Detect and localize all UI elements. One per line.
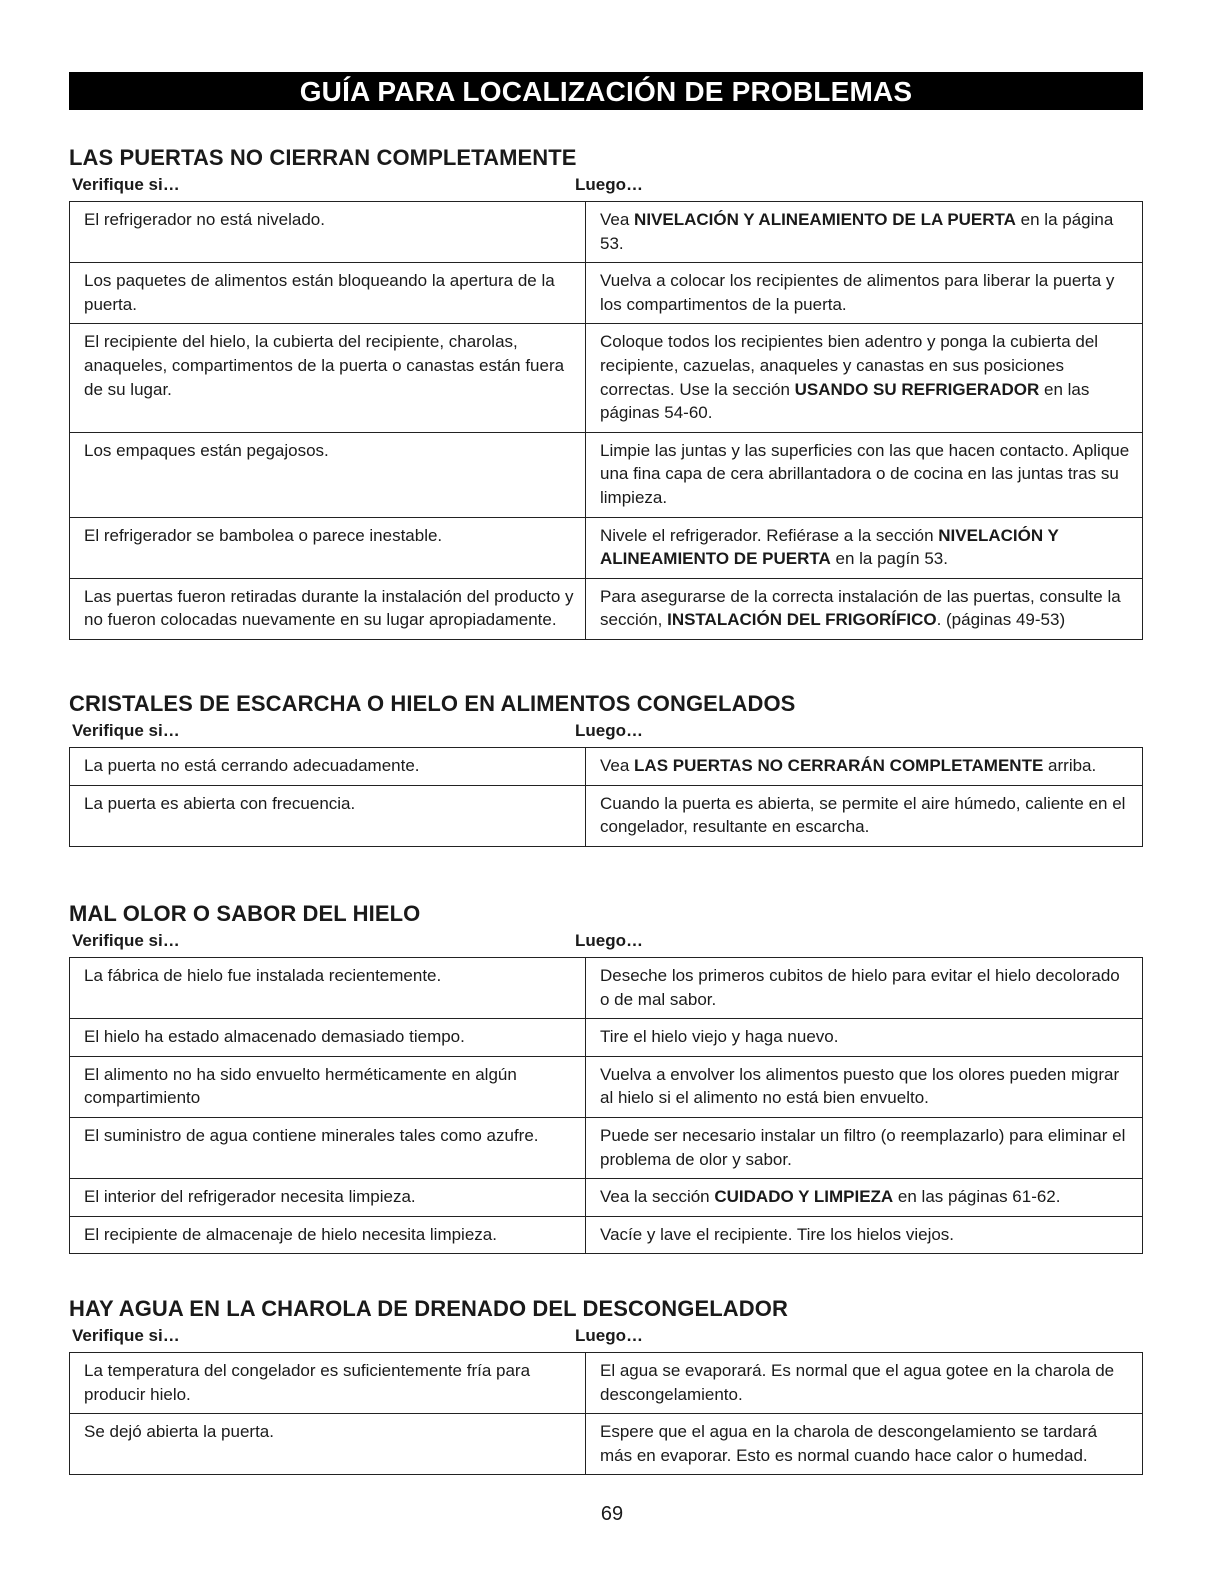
- table-row: [70, 1216, 1143, 1254]
- check-cell: La fábrica de hielo fue instalada recientemente.: [70, 958, 586, 1019]
- text-run: Vea: [600, 756, 635, 775]
- check-cell: El interior del refrigerador necesita limpieza.: [70, 1179, 586, 1217]
- then-cell: [586, 958, 1143, 1019]
- table-row: [70, 748, 1143, 786]
- column-headers: [69, 719, 1143, 747]
- check-cell: El refrigerador no está nivelado.: [70, 202, 586, 263]
- check-cell: El hielo ha estado almacenado demasiado tiempo.: [70, 1019, 586, 1057]
- column-headers: [69, 1324, 1143, 1352]
- bold-reference: LAS PUERTAS NO CERRARÁN COMPLETAMENTE: [634, 756, 1044, 775]
- text-run: Vuelva a colocar los recipientes de alimentos para liberar la puerta y los compartimentos de la puerta.: [600, 271, 1115, 314]
- column-header-then: Luego…: [575, 1326, 643, 1345]
- text-run: Nivele el refrigerador. Refiérase a la sección: [600, 525, 939, 545]
- text-run: arriba.: [1043, 756, 1097, 775]
- column-header-then: Luego…: [575, 175, 643, 194]
- column-header-check: Verifique si…: [72, 175, 180, 194]
- table-row: [70, 1019, 1143, 1057]
- then-cell: [586, 1019, 1143, 1057]
- text-run: Vea la sección: [600, 1187, 715, 1207]
- then-cell: [586, 324, 1143, 432]
- text-run: Cuando la puerta es abierta, se permite el aire húmedo, caliente en el congelador, resultante en escarcha.: [600, 793, 1126, 837]
- check-cell: Los empaques están pegajosos.: [70, 432, 586, 517]
- check-cell: El recipiente de almacenaje de hielo necesita limpieza.: [70, 1216, 586, 1254]
- text-run: en las páginas 54-60.: [600, 379, 1090, 423]
- table-row: [70, 1056, 1143, 1117]
- table-row: [70, 1117, 1143, 1178]
- text-run: Coloque todos los recipientes bien adentro y ponga la cubierta del recipiente, cazuelas, anaqueles y canastas en sus posiciones correctas. Use la sección: [600, 332, 1099, 399]
- troubleshooting-table: [69, 957, 1143, 1254]
- then-cell: [586, 1414, 1143, 1475]
- table-row: [70, 785, 1143, 846]
- bold-reference: INSTALACIÓN DEL FRIGORÍFICO: [667, 610, 937, 630]
- text-run: Deseche los primeros cubitos de hielo para evitar el hielo decolorado o de mal sabor.: [600, 966, 1120, 1009]
- section-title: MAL OLOR O SABOR DEL HIELO: [69, 901, 421, 926]
- text-run: Espere que el agua en la charola de descongelamiento se tardará más en evaporar. Esto es normal cuando hace calor o humedad.: [600, 1422, 1098, 1465]
- check-cell: Los paquetes de alimentos están bloqueando la apertura de la puerta.: [70, 263, 586, 324]
- table-row: [70, 324, 1143, 432]
- then-cell: [586, 1353, 1143, 1414]
- bold-reference: USANDO SU REFRIGERADOR: [794, 379, 1040, 399]
- table-row: [70, 958, 1143, 1019]
- bold-reference: NIVELACIÓN Y ALINEAMIENTO DE PUERTA: [600, 525, 1059, 569]
- then-cell: [586, 1179, 1143, 1217]
- then-cell: [586, 202, 1143, 263]
- section-doors-not-closing: [69, 143, 1143, 640]
- table-row: [70, 1414, 1143, 1475]
- section-ice-odor-taste: [69, 899, 1143, 1254]
- column-header-check: Verifique si…: [72, 1326, 180, 1345]
- text-run: Limpie las juntas y las superficies con las que hacen contacto. Aplique una fina capa de cera abrillantadora o de cocina en las juntas tras su limpieza.: [600, 440, 1130, 507]
- column-headers: [69, 929, 1143, 957]
- then-cell: [586, 1056, 1143, 1117]
- text-run: Vuelva a envolver los alimentos puesto que los olores pueden migrar al hielo si el alimento no está bien envuelto.: [600, 1064, 1120, 1108]
- text-run: . (páginas 49-53): [936, 610, 1066, 630]
- section-title: CRISTALES DE ESCARCHA O HIELO EN ALIMENTOS CONGELADOS: [69, 691, 796, 716]
- check-cell: El suministro de agua contiene minerales tales como azufre.: [70, 1117, 586, 1178]
- then-cell: [586, 263, 1143, 324]
- check-cell: La puerta no está cerrando adecuadamente.: [70, 748, 586, 786]
- check-cell: El refrigerador se bambolea o parece inestable.: [70, 517, 586, 578]
- check-cell: La puerta es abierta con frecuencia.: [70, 785, 586, 846]
- then-cell: [586, 1117, 1143, 1178]
- text-run: Puede ser necesario instalar un filtro (o reemplazarlo) para eliminar el problema de olor y sabor.: [600, 1125, 1126, 1169]
- then-cell: [586, 785, 1143, 846]
- table-row: [70, 1353, 1143, 1414]
- column-header-check: Verifique si…: [72, 931, 180, 950]
- troubleshooting-table: [69, 1352, 1143, 1475]
- table-row: [70, 517, 1143, 578]
- text-run: Vea: [600, 210, 635, 229]
- section-frost-crystals: [69, 689, 1143, 847]
- check-cell: El recipiente del hielo, la cubierta del recipiente, charolas, anaqueles, compartimentos de la puerta o canastas están fuera de su lugar.: [70, 324, 586, 432]
- section-water-drain-pan: [69, 1294, 1143, 1475]
- text-run: Para asegurarse de la correcta instalación de las puertas, consulte la sección,: [600, 586, 1121, 630]
- column-header-check: Verifique si…: [72, 721, 180, 740]
- bold-reference: CUIDADO Y LIMPIEZA: [714, 1187, 894, 1207]
- then-cell: [586, 578, 1143, 639]
- section-title: LAS PUERTAS NO CIERRAN COMPLETAMENTE: [69, 145, 577, 170]
- text-run: Vacíe y lave el recipiente. Tire los hielos viejos.: [600, 1224, 955, 1244]
- bold-reference: NIVELACIÓN Y ALINEAMIENTO DE LA PUERTA: [634, 210, 1016, 229]
- text-run: en la pagín 53.: [830, 549, 948, 569]
- column-header-then: Luego…: [575, 931, 643, 950]
- check-cell: Se dejó abierta la puerta.: [70, 1414, 586, 1475]
- column-header-then: Luego…: [575, 721, 643, 740]
- table-row: [70, 1179, 1143, 1217]
- then-cell: [586, 748, 1143, 786]
- troubleshooting-table: [69, 201, 1143, 640]
- table-row: [70, 578, 1143, 639]
- check-cell: Las puertas fueron retiradas durante la instalación del producto y no fueron colocadas nuevamente en su lugar apropiadamente.: [70, 578, 586, 639]
- then-cell: [586, 432, 1143, 517]
- text-run: Tire el hielo viejo y haga nuevo.: [600, 1027, 839, 1047]
- check-cell: La temperatura del congelador es suficientemente fría para producir hielo.: [70, 1353, 586, 1414]
- check-cell: El alimento no ha sido envuelto herméticamente en algún compartimiento: [70, 1056, 586, 1117]
- table-row: [70, 202, 1143, 263]
- table-row: [70, 432, 1143, 517]
- column-headers: [69, 173, 1143, 201]
- text-run: en las páginas 61-62.: [893, 1187, 1061, 1207]
- then-cell: [586, 517, 1143, 578]
- text-run: El agua se evaporará. Es normal que el agua gotee en la charola de descongelamiento.: [600, 1361, 1115, 1404]
- then-cell: [586, 1216, 1143, 1254]
- troubleshooting-table: [69, 747, 1143, 847]
- table-row: [70, 263, 1143, 324]
- page-banner: GUÍA PARA LOCALIZACIÓN DE PROBLEMAS: [69, 72, 1143, 110]
- text-run: en la página 53.: [600, 210, 1114, 253]
- section-title: HAY AGUA EN LA CHAROLA DE DRENADO DEL DESCONGELADOR: [69, 1296, 788, 1321]
- page-number: 69: [600, 1503, 624, 1525]
